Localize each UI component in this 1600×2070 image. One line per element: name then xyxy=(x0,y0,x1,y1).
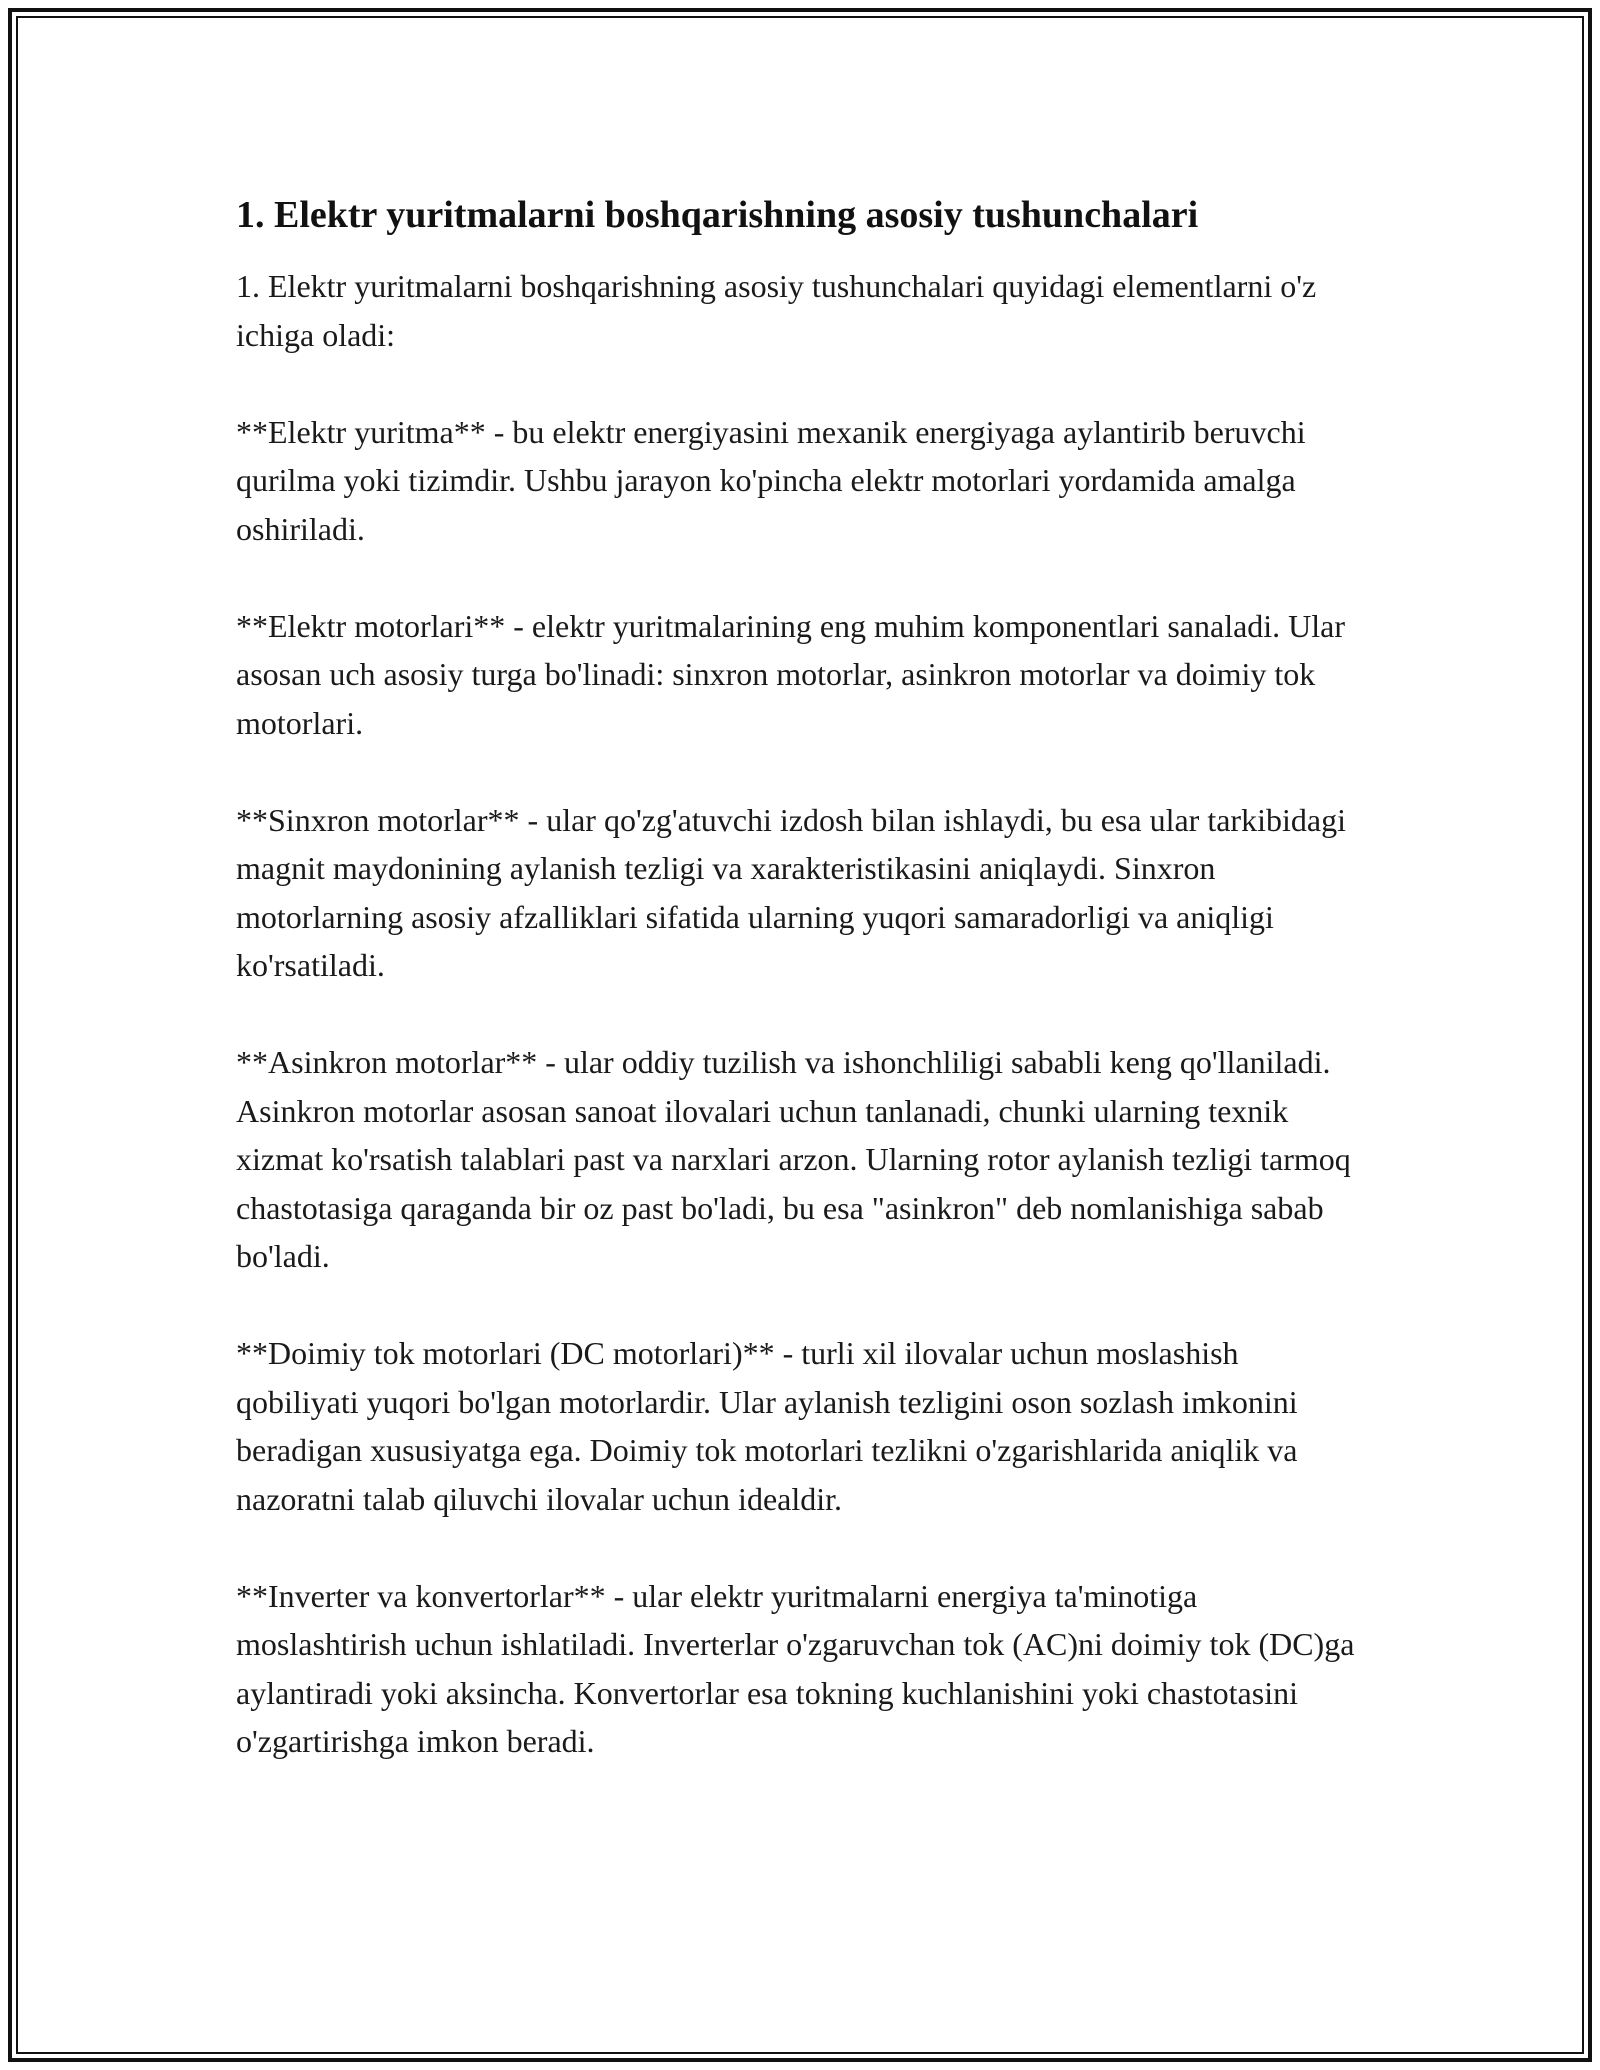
paragraph-asinkron-motorlar: **Asinkron motorlar** - ular oddiy tuzilish va ishonchliligi sababli keng qo'llaniladi. Asinkron motorlar asosan sanoat ilovalari uchun tanlanadi, chunki ularning texnik xizmat ko'rsatish talablari past va narxlari arzon. Ularning rotor aylanish tezligi tarmoq chastotasiga qaraganda bir oz past bo'ladi, bu esa "asinkron" deb nomlanishiga sabab bo'ladi. xyxy=(236,1044,1351,1274)
paragraph-inverter-konvertorlar: **Inverter va konvertorlar** - ular elektr yuritmalarni energiya ta'minotiga moslashtirish uchun ishlatiladi. Inverterlar o'zgaruvchan tok (AC)ni doimiy tok (DC)ga aylantiradi yoki aksincha. Konvertorlar esa tokning kuchlanishini yoki chastotasini o'zgartirishga imkon beradi. xyxy=(236,1577,1355,1759)
paragraph-doimiy-tok-motorlari: **Doimiy tok motorlari (DC motorlari)** - turli xil ilovalar uchun moslashish qobiliyati yuqori bo'lgan motorlardir. Ular aylanish tezligini oson sozlash imkonini beradigan xususiyatga ega. Doimiy tok motorlari tezlikni o'zgarishlarida aniqlik va nazoratni talab qiluvchi ilovalar uchun idealdir. xyxy=(236,1335,1298,1517)
document-title: 1. Elektr yuritmalarni boshqarishning asosiy tushunchalari xyxy=(236,194,1199,236)
paragraph-elektr-yuritma: **Elektr yuritma** - bu elektr energiyasini mexanik energiyaga aylantirib beruvchi qurilma yoki tizimdir. Ushbu jarayon ko'pincha elektr motorlari yordamida amalga oshiriladi. xyxy=(236,413,1306,547)
paragraph-intro: 1. Elektr yuritmalarni boshqarishning asosiy tushunchalari quyidagi elementlarni o'z ichiga oladi: xyxy=(236,268,1317,353)
paragraph-sinxron-motorlar: **Sinxron motorlar** - ular qo'zg'atuvchi izdosh bilan ishlaydi, bu esa ular tarkibidagi magnit maydonining aylanish tezligi va xarakteristikasini aniqlaydi. Sinxron motorlarning asosiy afzalliklari sifatida ularning yuqori samaradorligi va aniqligi ko'rsatiladi. xyxy=(236,801,1346,983)
document-body xyxy=(236,190,1356,1814)
paragraph-elektr-motorlari: **Elektr motorlari** - elektr yuritmalarining eng muhim komponentlari sanaladi. Ular asosan uch asosiy turga bo'linadi: sinxron motorlar, asinkron motorlar va doimiy tok motorlari. xyxy=(236,607,1346,741)
